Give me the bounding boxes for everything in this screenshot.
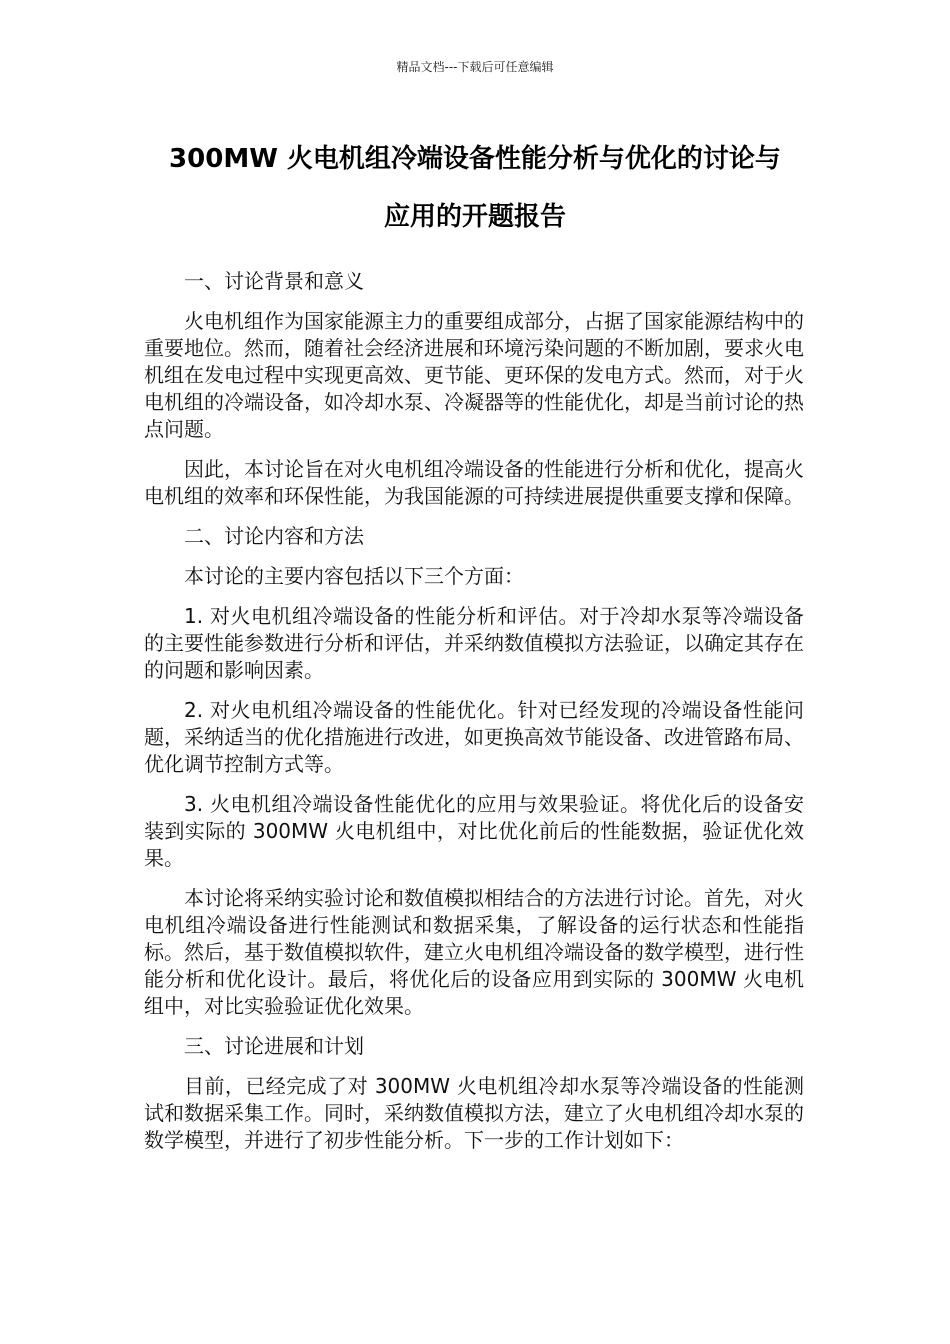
paragraph-method: 本讨论将采纳实验讨论和数值模拟相结合的方法进行讨论。首先，对火电机组冷端设备进行性能测试和数据采集，了解设备的运行状态和性能指标。然后，基于数值模拟软件，建立火电机组冷端设备的数学模型，进行性能分析和优化设计。最后，将优化后的设备应用到实际的 300MW 火电机组中，对比实验验证优化效果。 bbox=[144, 886, 804, 1018]
paragraph-background-1: 火电机组作为国家能源主力的重要组成部分，占据了国家能源结构中的重要地位。然而，随着社会经济进展和环境污染问题的不断加剧，要求火电机组在发电过程中实现更高效、更节能、更环保的发电方式。然而，对于火电机组的冷端设备，如冷却水泵、冷凝器等的性能优化，却是当前讨论的热点问题。 bbox=[144, 309, 804, 441]
paragraph-content-item-1: 1. 对火电机组冷端设备的性能分析和评估。对于冷却水泵等冷端设备的主要性能参数进行分析和评估，并采纳数值模拟方法验证，以确定其存在的问题和影响因素。 bbox=[144, 604, 804, 682]
title-line-1: 300MW 火电机组冷端设备性能分析与优化的讨论与 bbox=[169, 144, 781, 174]
paragraph-content-item-3: 3. 火电机组冷端设备性能优化的应用与效果验证。将优化后的设备安装到实际的 300MW 火电机组中，对比优化前后的性能数据，验证优化效果。 bbox=[144, 792, 804, 870]
document-title bbox=[120, 130, 830, 246]
paragraph-content-intro: 本讨论的主要内容包括以下三个方面： bbox=[184, 564, 524, 588]
document-body bbox=[144, 268, 804, 1167]
title-line-2: 应用的开题报告 bbox=[383, 202, 566, 232]
paragraph-content-item-2: 2. 对火电机组冷端设备的性能优化。针对已经发现的冷端设备性能问题，采纳适当的优化措施进行改进，如更换高效节能设备、改进管路布局、优化调节控制方式等。 bbox=[144, 698, 804, 776]
section-heading-progress-plan: 三、讨论进展和计划 bbox=[184, 1034, 364, 1058]
section-heading-content-method: 二、讨论内容和方法 bbox=[184, 524, 364, 548]
paragraph-progress: 目前，已经完成了对 300MW 火电机组冷却水泵等冷端设备的性能测试和数据采集工作。同时，采纳数值模拟方法，建立了火电机组冷却水泵的数学模型，并进行了初步性能分析。下一步的工作计划如下： bbox=[144, 1074, 804, 1152]
page-header-watermark: 精品文档---下载后可任意编辑 bbox=[396, 60, 554, 74]
paragraph-background-2: 因此，本讨论旨在对火电机组冷端设备的性能进行分析和优化，提高火电机组的效率和环保性能，为我国能源的可持续进展提供重要支撑和保障。 bbox=[144, 457, 804, 508]
section-heading-background: 一、讨论背景和意义 bbox=[184, 269, 364, 293]
